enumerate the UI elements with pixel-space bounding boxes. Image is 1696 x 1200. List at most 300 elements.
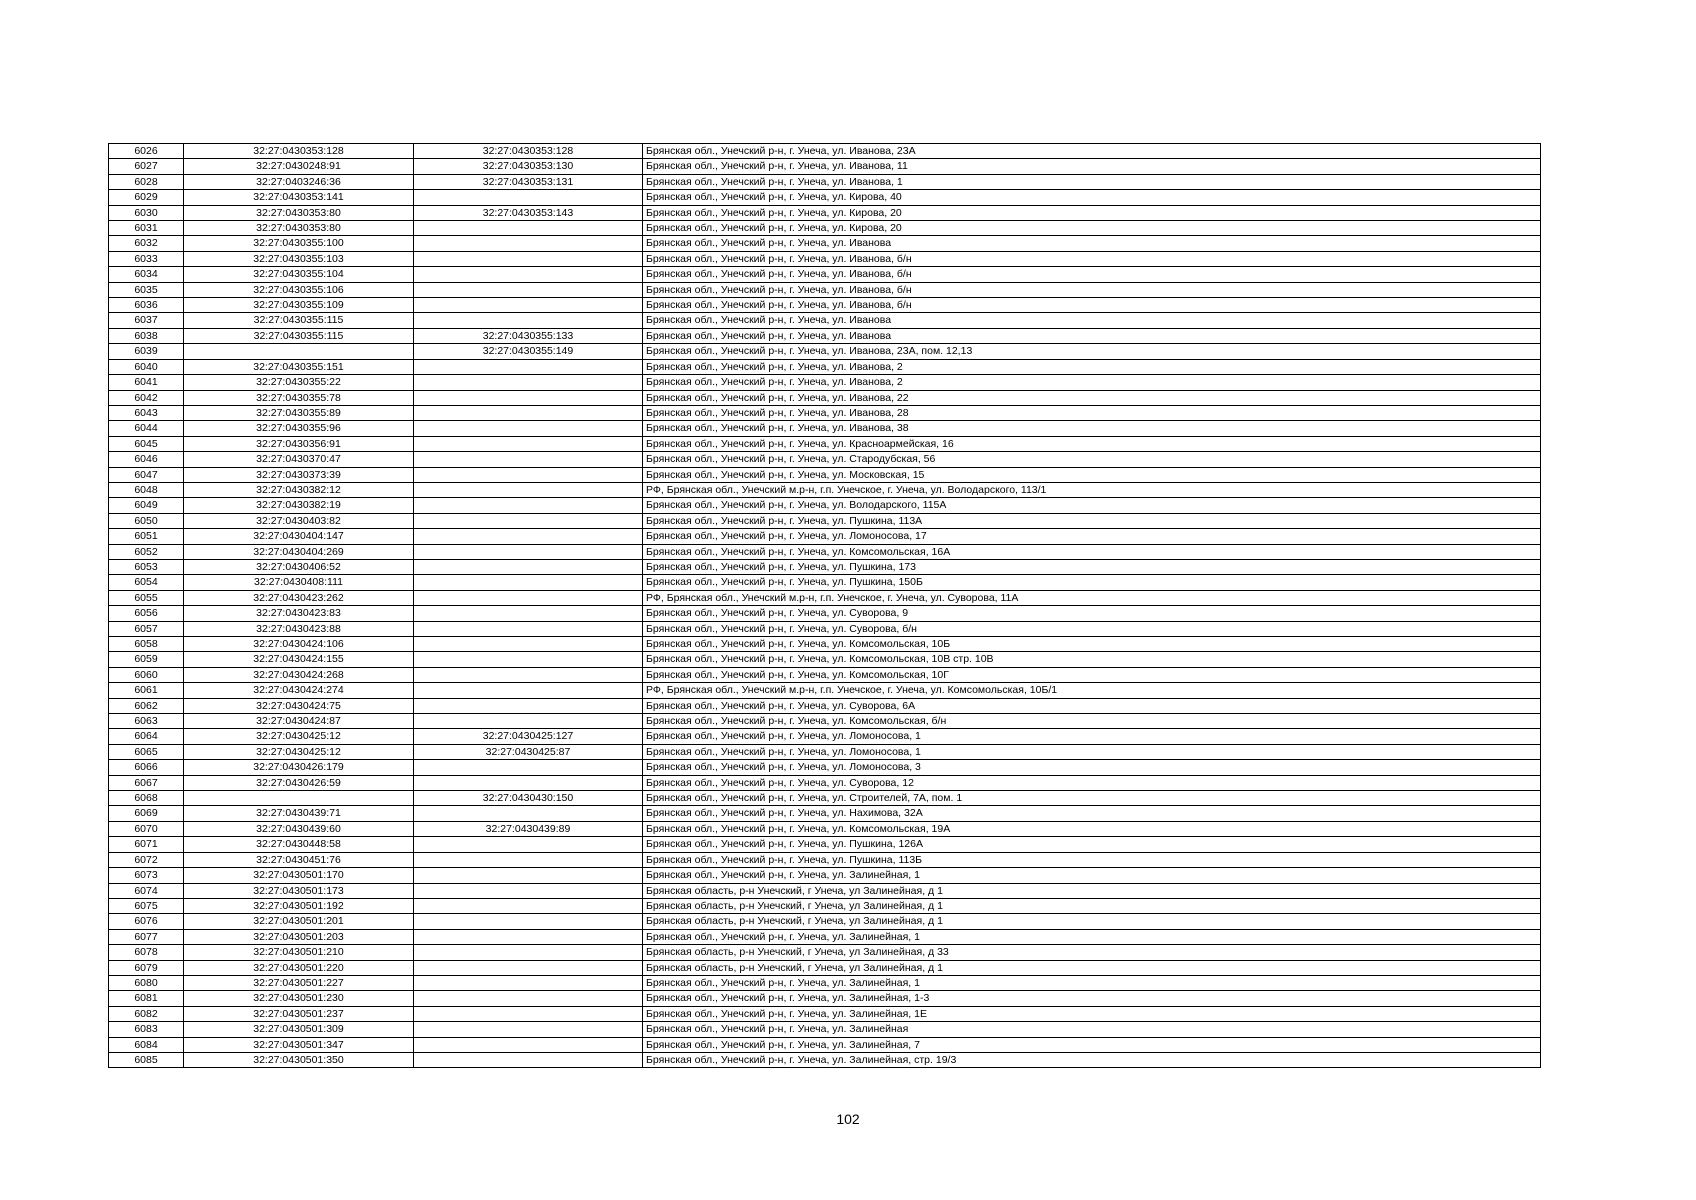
table-row [109,174,1541,189]
cadastral-number-cell: 32:27:0430451:76 [184,852,414,867]
address-cell: Брянская обл., Унечский р-н, г. Унеча, ул. Суворова, 9 [643,606,1541,621]
table-row [109,498,1541,513]
row-number-cell: 6063 [109,714,184,729]
object-cadastral-number-cell [414,775,643,790]
table-row [109,159,1541,174]
address-cell: Брянская обл., Унечский р-н, г. Унеча, ул. Комсомольская, 10Г [643,667,1541,682]
object-cadastral-number-cell [414,883,643,898]
cadastral-number-cell: 32:27:0403246:36 [184,174,414,189]
address-cell: Брянская обл., Унечский р-н, г. Унеча, ул. Комсомольская, 16А [643,544,1541,559]
cadastral-number-cell: 32:27:0430355:109 [184,298,414,313]
table-row [109,1052,1541,1067]
cadastral-number-cell: 32:27:0430404:269 [184,544,414,559]
object-cadastral-number-cell [414,806,643,821]
row-number-cell: 6046 [109,452,184,467]
address-cell: Брянская обл., Унечский р-н, г. Унеча, ул. Залинейная, 1 [643,929,1541,944]
row-number-cell: 6084 [109,1037,184,1052]
address-cell: Брянская обл., Унечский р-н, г. Унеча, ул. Иванова, 22 [643,390,1541,405]
cadastral-number-cell: 32:27:0430355:151 [184,359,414,374]
cadastral-number-cell [184,791,414,806]
row-number-cell: 6031 [109,221,184,236]
cadastral-number-cell: 32:27:0430404:147 [184,529,414,544]
row-number-cell: 6044 [109,421,184,436]
row-number-cell: 6076 [109,914,184,929]
cadastral-number-cell: 32:27:0430355:103 [184,251,414,266]
table-row [109,929,1541,944]
object-cadastral-number-cell [414,898,643,913]
address-cell: Брянская обл., Унечский р-н, г. Унеча, ул. Московская, 15 [643,467,1541,482]
cadastral-number-cell: 32:27:0430370:47 [184,452,414,467]
page-number: 102 [836,1111,860,1127]
object-cadastral-number-cell [414,575,643,590]
object-cadastral-number-cell [414,868,643,883]
table-row [109,328,1541,343]
row-number-cell: 6056 [109,606,184,621]
address-cell: Брянская обл., Унечский р-н, г. Унеча, ул. Иванова, б/н [643,267,1541,282]
object-cadastral-number-cell: 32:27:0430355:149 [414,344,643,359]
object-cadastral-number-cell [414,375,643,390]
row-number-cell: 6043 [109,405,184,420]
address-cell: Брянская обл., Унечский р-н, г. Унеча, ул. Залинейная, 1 [643,975,1541,990]
address-cell: Брянская обл., Унечский р-н, г. Унеча, ул. Пушкина, 150Б [643,575,1541,590]
table-row [109,359,1541,374]
object-cadastral-number-cell [414,559,643,574]
row-number-cell: 6078 [109,945,184,960]
object-cadastral-number-cell: 32:27:0430430:150 [414,791,643,806]
table-row [109,405,1541,420]
cadastral-number-cell: 32:27:0430423:262 [184,590,414,605]
object-cadastral-number-cell [414,452,643,467]
table-row [109,760,1541,775]
object-cadastral-number-cell [414,590,643,605]
cadastral-number-cell: 32:27:0430501:347 [184,1037,414,1052]
table-row [109,529,1541,544]
cadastral-number-cell: 32:27:0430501:201 [184,914,414,929]
table-row [109,190,1541,205]
row-number-cell: 6052 [109,544,184,559]
object-cadastral-number-cell [414,482,643,497]
address-cell: Брянская обл., Унечский р-н, г. Унеча, ул. Иванова, 23А, пом. 12,13 [643,344,1541,359]
cadastral-number-cell: 32:27:0430353:80 [184,221,414,236]
row-number-cell: 6085 [109,1052,184,1067]
object-cadastral-number-cell [414,390,643,405]
table-row [109,482,1541,497]
row-number-cell: 6048 [109,482,184,497]
object-cadastral-number-cell [414,760,643,775]
cadastral-number-cell: 32:27:0430353:128 [184,144,414,159]
row-number-cell: 6042 [109,390,184,405]
address-cell: Брянская обл., Унечский р-н, г. Унеча, ул. Иванова, 1 [643,174,1541,189]
row-number-cell: 6039 [109,344,184,359]
table-row [109,868,1541,883]
row-number-cell: 6037 [109,313,184,328]
cadastral-number-cell: 32:27:0430501:203 [184,929,414,944]
row-number-cell: 6064 [109,729,184,744]
object-cadastral-number-cell [414,1006,643,1021]
row-number-cell: 6062 [109,698,184,713]
table-row [109,1037,1541,1052]
cadastral-number-cell: 32:27:0430425:12 [184,729,414,744]
address-cell: Брянская обл., Унечский р-н, г. Унеча, ул. Кирова, 40 [643,190,1541,205]
address-cell: Брянская обл., Унечский р-н, г. Унеча, ул. Иванова [643,328,1541,343]
row-number-cell: 6073 [109,868,184,883]
table-row [109,298,1541,313]
row-number-cell: 6061 [109,683,184,698]
address-cell: РФ, Брянская обл., Унечский м.р-н, г.п. Унечское, г. Унеча, ул. Володарского, 113/1 [643,482,1541,497]
table-row [109,991,1541,1006]
address-cell: Брянская обл., Унечский р-н, г. Унеча, ул. Залинейная, 1 [643,868,1541,883]
object-cadastral-number-cell [414,714,643,729]
table-row [109,375,1541,390]
object-cadastral-number-cell [414,960,643,975]
address-cell: Брянская обл., Унечский р-н, г. Унеча, ул. Комсомольская, б/н [643,714,1541,729]
object-cadastral-number-cell [414,405,643,420]
object-cadastral-number-cell [414,667,643,682]
cadastral-number-cell: 32:27:0430355:78 [184,390,414,405]
address-cell: Брянская обл., Унечский р-н, г. Унеча, ул. Залинейная, 7 [643,1037,1541,1052]
row-number-cell: 6074 [109,883,184,898]
address-cell: Брянская обл., Унечский р-н, г. Унеча, ул. Ломоносова, 1 [643,729,1541,744]
cadastral-number-cell: 32:27:0430501:170 [184,868,414,883]
object-cadastral-number-cell [414,221,643,236]
row-number-cell: 6035 [109,282,184,297]
row-number-cell: 6038 [109,328,184,343]
address-cell: Брянская обл., Унечский р-н, г. Унеча, ул. Комсомольская, 10Б [643,637,1541,652]
object-cadastral-number-cell [414,652,643,667]
row-number-cell: 6082 [109,1006,184,1021]
table-row [109,837,1541,852]
table-row [109,467,1541,482]
cadastral-number-cell: 32:27:0430448:58 [184,837,414,852]
address-cell: Брянская обл., Унечский р-н, г. Унеча, ул. Красноармейская, 16 [643,436,1541,451]
table-row [109,637,1541,652]
row-number-cell: 6026 [109,144,184,159]
cadastral-number-cell: 32:27:0430501:192 [184,898,414,913]
address-cell: Брянская область, р-н Унечский, г Унеча, ул Залинейная, д 1 [643,960,1541,975]
row-number-cell: 6066 [109,760,184,775]
table-row [109,852,1541,867]
cadastral-number-cell: 32:27:0430382:12 [184,482,414,497]
address-cell: Брянская обл., Унечский р-н, г. Унеча, ул. Строителей, 7А, пом. 1 [643,791,1541,806]
row-number-cell: 6053 [109,559,184,574]
cadastral-number-cell: 32:27:0430355:115 [184,313,414,328]
cadastral-number-cell: 32:27:0430355:96 [184,421,414,436]
object-cadastral-number-cell [414,1037,643,1052]
table-row [109,791,1541,806]
row-number-cell: 6077 [109,929,184,944]
table-row [109,945,1541,960]
row-number-cell: 6079 [109,960,184,975]
object-cadastral-number-cell [414,606,643,621]
cadastral-number-cell: 32:27:0430501:237 [184,1006,414,1021]
row-number-cell: 6059 [109,652,184,667]
cadastral-number-cell: 32:27:0430424:87 [184,714,414,729]
address-cell: Брянская обл., Унечский р-н, г. Унеча, ул. Пушкина, 113А [643,513,1541,528]
row-number-cell: 6041 [109,375,184,390]
table-row [109,575,1541,590]
address-cell: Брянская обл., Унечский р-н, г. Унеча, ул. Кирова, 20 [643,205,1541,220]
row-number-cell: 6028 [109,174,184,189]
row-number-cell: 6055 [109,590,184,605]
row-number-cell: 6034 [109,267,184,282]
table-row [109,544,1541,559]
object-cadastral-number-cell: 32:27:0430439:89 [414,821,643,836]
address-cell: Брянская обл., Унечский р-н, г. Унеча, ул. Володарского, 115А [643,498,1541,513]
table-row [109,729,1541,744]
cadastral-number-cell: 32:27:0430439:60 [184,821,414,836]
address-cell: Брянская обл., Унечский р-н, г. Унеча, ул. Комсомольская, 10В стр. 10В [643,652,1541,667]
object-cadastral-number-cell [414,436,643,451]
address-cell: Брянская обл., Унечский р-н, г. Унеча, ул. Суворова, 6А [643,698,1541,713]
address-cell: Брянская обл., Унечский р-н, г. Унеча, ул. Нахимова, 32А [643,806,1541,821]
row-number-cell: 6081 [109,991,184,1006]
address-cell: Брянская обл., Унечский р-н, г. Унеча, ул. Пушкина, 173 [643,559,1541,574]
table-row [109,282,1541,297]
cadastral-number-cell: 32:27:0430424:155 [184,652,414,667]
address-cell: Брянская обл., Унечский р-н, г. Унеча, ул. Иванова, б/н [643,251,1541,266]
address-cell: Брянская обл., Унечский р-н, г. Унеча, ул. Залинейная, стр. 19/3 [643,1052,1541,1067]
row-number-cell: 6027 [109,159,184,174]
row-number-cell: 6051 [109,529,184,544]
cadastral-number-cell: 32:27:0430501:210 [184,945,414,960]
object-cadastral-number-cell [414,1052,643,1067]
object-cadastral-number-cell [414,513,643,528]
table-row [109,251,1541,266]
object-cadastral-number-cell [414,251,643,266]
table-row [109,652,1541,667]
address-cell: Брянская область, р-н Унечский, г Унеча, ул Залинейная, д 33 [643,945,1541,960]
address-cell: Брянская обл., Унечский р-н, г. Унеча, ул. Иванова, б/н [643,282,1541,297]
cadastral-number-cell: 32:27:0430439:71 [184,806,414,821]
cadastral-number-cell: 32:27:0430501:227 [184,975,414,990]
address-cell: Брянская обл., Унечский р-н, г. Унеча, ул. Иванова, 2 [643,375,1541,390]
cadastral-number-cell: 32:27:0430424:106 [184,637,414,652]
table-row [109,698,1541,713]
address-cell: Брянская обл., Унечский р-н, г. Унеча, ул. Пушкина, 126А [643,837,1541,852]
cadastral-number-cell: 32:27:0430403:82 [184,513,414,528]
address-cell: Брянская обл., Унечский р-н, г. Унеча, ул. Иванова, 28 [643,405,1541,420]
row-number-cell: 6045 [109,436,184,451]
address-cell: Брянская обл., Унечский р-н, г. Унеча, ул. Залинейная, 1-3 [643,991,1541,1006]
object-cadastral-number-cell [414,852,643,867]
cadastral-number-cell [184,344,414,359]
object-cadastral-number-cell [414,421,643,436]
address-cell: Брянская обл., Унечский р-н, г. Унеча, ул. Суворова, 12 [643,775,1541,790]
registry-table-body [109,144,1541,1068]
row-number-cell: 6049 [109,498,184,513]
table-row [109,1006,1541,1021]
object-cadastral-number-cell: 32:27:0430353:143 [414,205,643,220]
address-cell: Брянская обл., Унечский р-н, г. Унеча, ул. Иванова, 11 [643,159,1541,174]
cadastral-number-cell: 32:27:0430355:115 [184,328,414,343]
object-cadastral-number-cell [414,929,643,944]
object-cadastral-number-cell: 32:27:0430353:128 [414,144,643,159]
object-cadastral-number-cell [414,1022,643,1037]
table-row [109,221,1541,236]
object-cadastral-number-cell: 32:27:0430353:130 [414,159,643,174]
row-number-cell: 6075 [109,898,184,913]
object-cadastral-number-cell: 32:27:0430353:131 [414,174,643,189]
table-row [109,683,1541,698]
address-cell: Брянская область, р-н Унечский, г Унеча, ул Залинейная, д 1 [643,914,1541,929]
table-row [109,714,1541,729]
object-cadastral-number-cell [414,298,643,313]
table-row [109,606,1541,621]
object-cadastral-number-cell [414,837,643,852]
address-cell: РФ, Брянская обл., Унечский м.р-н, г.п. Унечское, г. Унеча, ул. Суворова, 11А [643,590,1541,605]
object-cadastral-number-cell [414,282,643,297]
address-cell: Брянская обл., Унечский р-н, г. Унеча, ул. Иванова, 23А [643,144,1541,159]
address-cell: Брянская область, р-н Унечский, г Унеча, ул Залинейная, д 1 [643,883,1541,898]
cadastral-number-cell: 32:27:0430423:88 [184,621,414,636]
address-cell: Брянская обл., Унечский р-н, г. Унеча, ул. Иванова, 38 [643,421,1541,436]
cadastral-number-cell: 32:27:0430355:104 [184,267,414,282]
table-row [109,883,1541,898]
table-row [109,975,1541,990]
row-number-cell: 6036 [109,298,184,313]
object-cadastral-number-cell [414,529,643,544]
row-number-cell: 6080 [109,975,184,990]
object-cadastral-number-cell [414,498,643,513]
row-number-cell: 6054 [109,575,184,590]
row-number-cell: 6030 [109,205,184,220]
address-cell: Брянская обл., Унечский р-н, г. Унеча, ул. Ломоносова, 1 [643,744,1541,759]
cadastral-number-cell: 32:27:0430353:141 [184,190,414,205]
table-row [109,436,1541,451]
address-cell: Брянская обл., Унечский р-н, г. Унеча, ул. Ломоносова, 3 [643,760,1541,775]
address-cell: Брянская обл., Унечский р-н, г. Унеча, ул. Комсомольская, 19А [643,821,1541,836]
row-number-cell: 6033 [109,251,184,266]
cadastral-number-cell: 32:27:0430501:350 [184,1052,414,1067]
object-cadastral-number-cell [414,991,643,1006]
cadastral-number-cell: 32:27:0430501:173 [184,883,414,898]
cadastral-number-cell: 32:27:0430373:39 [184,467,414,482]
address-cell: Брянская обл., Унечский р-н, г. Унеча, ул. Иванова [643,313,1541,328]
object-cadastral-number-cell [414,190,643,205]
cadastral-number-cell: 32:27:0430355:89 [184,405,414,420]
object-cadastral-number-cell [414,236,643,251]
address-cell: Брянская обл., Унечский р-н, г. Унеча, ул. Иванова [643,236,1541,251]
table-row [109,344,1541,359]
cadastral-number-cell: 32:27:0430355:22 [184,375,414,390]
object-cadastral-number-cell [414,683,643,698]
row-number-cell: 6047 [109,467,184,482]
cadastral-number-cell: 32:27:0430382:19 [184,498,414,513]
address-cell: Брянская область, р-н Унечский, г Унеча, ул Залинейная, д 1 [643,898,1541,913]
cadastral-number-cell: 32:27:0430408:111 [184,575,414,590]
cadastral-number-cell: 32:27:0430356:91 [184,436,414,451]
cadastral-number-cell: 32:27:0430424:75 [184,698,414,713]
cadastral-number-cell: 32:27:0430424:274 [184,683,414,698]
cadastral-number-cell: 32:27:0430426:59 [184,775,414,790]
object-cadastral-number-cell [414,313,643,328]
row-number-cell: 6067 [109,775,184,790]
table-row [109,914,1541,929]
table-row [109,744,1541,759]
table-row [109,452,1541,467]
cadastral-number-cell: 32:27:0430501:230 [184,991,414,1006]
object-cadastral-number-cell [414,914,643,929]
object-cadastral-number-cell: 32:27:0430355:133 [414,328,643,343]
row-number-cell: 6040 [109,359,184,374]
cadastral-number-cell: 32:27:0430501:220 [184,960,414,975]
object-cadastral-number-cell [414,267,643,282]
table-row [109,667,1541,682]
table-row [109,144,1541,159]
cadastral-number-cell: 32:27:0430248:91 [184,159,414,174]
object-cadastral-number-cell [414,637,643,652]
object-cadastral-number-cell: 32:27:0430425:127 [414,729,643,744]
row-number-cell: 6071 [109,837,184,852]
table-row [109,267,1541,282]
address-cell: Брянская обл., Унечский р-н, г. Унеча, ул. Иванова, 2 [643,359,1541,374]
cadastral-number-cell: 32:27:0430423:83 [184,606,414,621]
table-row [109,621,1541,636]
object-cadastral-number-cell [414,945,643,960]
cadastral-number-cell: 32:27:0430406:52 [184,559,414,574]
table-row [109,898,1541,913]
object-cadastral-number-cell [414,621,643,636]
row-number-cell: 6060 [109,667,184,682]
row-number-cell: 6050 [109,513,184,528]
table-row [109,421,1541,436]
row-number-cell: 6058 [109,637,184,652]
row-number-cell: 6029 [109,190,184,205]
row-number-cell: 6069 [109,806,184,821]
row-number-cell: 6065 [109,744,184,759]
row-number-cell: 6032 [109,236,184,251]
registry-table [108,143,1541,1068]
table-row [109,559,1541,574]
row-number-cell: 6070 [109,821,184,836]
address-cell: Брянская обл., Унечский р-н, г. Унеча, ул. Залинейная [643,1022,1541,1037]
address-cell: Брянская обл., Унечский р-н, г. Унеча, ул. Кирова, 20 [643,221,1541,236]
table-row [109,513,1541,528]
address-cell: РФ, Брянская обл., Унечский м.р-н, г.п. Унечское, г. Унеча, ул. Комсомольская, 10Б/1 [643,683,1541,698]
table-row [109,313,1541,328]
address-cell: Брянская обл., Унечский р-н, г. Унеча, ул. Стародубская, 56 [643,452,1541,467]
table-row [109,205,1541,220]
address-cell: Брянская обл., Унечский р-н, г. Унеча, ул. Иванова, б/н [643,298,1541,313]
address-cell: Брянская обл., Унечский р-н, г. Унеча, ул. Залинейная, 1Е [643,1006,1541,1021]
table-row [109,960,1541,975]
object-cadastral-number-cell [414,975,643,990]
cadastral-number-cell: 32:27:0430501:309 [184,1022,414,1037]
row-number-cell: 6068 [109,791,184,806]
object-cadastral-number-cell: 32:27:0430425:87 [414,744,643,759]
row-number-cell: 6057 [109,621,184,636]
table-row [109,1022,1541,1037]
cadastral-number-cell: 32:27:0430355:106 [184,282,414,297]
table-row [109,590,1541,605]
table-row [109,236,1541,251]
object-cadastral-number-cell [414,698,643,713]
table-row [109,775,1541,790]
cadastral-number-cell: 32:27:0430353:80 [184,205,414,220]
table-row [109,821,1541,836]
address-cell: Брянская обл., Унечский р-н, г. Унеча, ул. Суворова, б/н [643,621,1541,636]
cadastral-number-cell: 32:27:0430426:179 [184,760,414,775]
row-number-cell: 6072 [109,852,184,867]
cadastral-number-cell: 32:27:0430424:268 [184,667,414,682]
address-cell: Брянская обл., Унечский р-н, г. Унеча, ул. Ломоносова, 17 [643,529,1541,544]
table-row [109,390,1541,405]
address-cell: Брянская обл., Унечский р-н, г. Унеча, ул. Пушкина, 113Б [643,852,1541,867]
cadastral-number-cell: 32:27:0430425:12 [184,744,414,759]
object-cadastral-number-cell [414,544,643,559]
table-row [109,806,1541,821]
cadastral-number-cell: 32:27:0430355:100 [184,236,414,251]
